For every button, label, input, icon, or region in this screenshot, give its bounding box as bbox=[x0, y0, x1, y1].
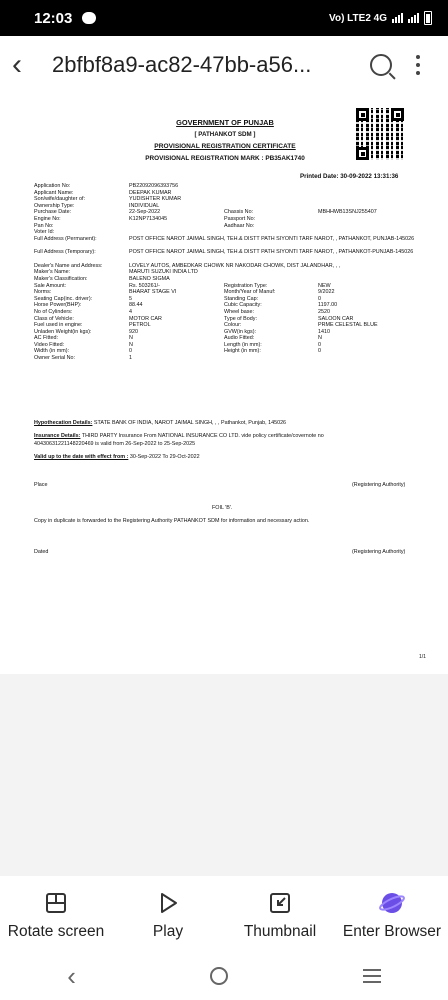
doc-header-mark: PROVISIONAL REGISTRATION MARK : PB35AK1740 bbox=[145, 155, 305, 162]
table-cell: Norms: bbox=[34, 289, 52, 296]
table-cell: Video Fitted: bbox=[34, 341, 65, 348]
table-cell: 1197.00 bbox=[318, 302, 338, 309]
table-cell: 1 bbox=[129, 355, 132, 362]
table-cell: Maker's Name: bbox=[34, 269, 71, 276]
place-label: Place bbox=[34, 482, 48, 488]
table-cell: 88.44 bbox=[129, 302, 143, 309]
registering-authority-label: (Registering Authority) bbox=[352, 482, 406, 488]
table-cell: Ownership Type: bbox=[34, 202, 75, 209]
table-cell: MOTOR CAR bbox=[129, 315, 162, 322]
table-cell: Audio Fitted: bbox=[224, 335, 255, 342]
system-nav-bar bbox=[0, 952, 448, 1000]
table-row bbox=[34, 289, 424, 296]
table-row bbox=[34, 196, 424, 203]
insurance-details bbox=[34, 433, 324, 440]
table-cell: Rs. 503261/- bbox=[129, 282, 160, 289]
table-cell: Voter Id: bbox=[34, 229, 55, 236]
table-row bbox=[34, 223, 424, 230]
table-cell: Full Address (Temporary): bbox=[34, 249, 96, 256]
table-cell: SALOON CAR bbox=[318, 315, 354, 322]
table-cell: PB22092096393756 bbox=[129, 183, 179, 189]
table-row bbox=[34, 276, 424, 283]
document-title: 2bfbf8a9-ac82-47bb-a56... bbox=[52, 52, 312, 77]
table-cell: BALENO SIGMA bbox=[129, 275, 170, 282]
table-row bbox=[34, 348, 424, 355]
doc-header-office: [ PATHANKOT SDM ] bbox=[194, 131, 256, 138]
table-cell: AC Fitted: bbox=[34, 335, 58, 342]
table-cell: 9/2022 bbox=[318, 289, 335, 296]
signal-icon bbox=[392, 13, 403, 23]
table-cell: Owner Serial No: bbox=[34, 355, 76, 362]
table-cell: Application No: bbox=[34, 183, 71, 189]
table-cell: Son/wife/daughter of: bbox=[34, 196, 85, 203]
table-cell: GVW(in kgs): bbox=[224, 328, 257, 335]
table-row bbox=[34, 249, 424, 263]
table-cell: Registration Type: bbox=[224, 282, 268, 289]
table-cell: Month/Year of Manuf: bbox=[224, 289, 276, 296]
table-cell: Type of Body: bbox=[224, 315, 257, 322]
thumbnail-button[interactable]: Thumbnail bbox=[224, 876, 336, 952]
table-cell: Sale Amount: bbox=[34, 282, 67, 289]
table-cell: Purchase Date: bbox=[34, 209, 72, 216]
table-cell: Applicant Name: bbox=[34, 189, 74, 196]
table-cell: 920 bbox=[129, 328, 138, 335]
nav-back-icon[interactable]: ‹ bbox=[67, 960, 76, 991]
bottom-toolbar bbox=[0, 876, 448, 952]
table-row bbox=[34, 269, 424, 276]
table-cell: 0 bbox=[318, 341, 321, 348]
back-icon[interactable]: ‹ bbox=[12, 48, 22, 81]
table-cell: 1410 bbox=[318, 328, 330, 335]
table-cell: BHARAT STAGE VI bbox=[129, 289, 177, 296]
table-cell: Chassis No: bbox=[224, 209, 254, 216]
pdf-page bbox=[0, 94, 448, 674]
table-cell: PRME CELESTAL BLUE bbox=[318, 322, 378, 329]
table-row bbox=[34, 183, 424, 190]
table-cell: MBHHWB13SNJ255407 bbox=[318, 209, 377, 216]
table-cell: Colour: bbox=[224, 322, 242, 329]
table-cell: K12NP7134045 bbox=[129, 215, 168, 222]
table-cell: Width (in mm): bbox=[34, 348, 70, 355]
table-cell: DEEPAK KUMAR bbox=[129, 189, 172, 196]
table-cell: LOVELY AUTOS, AMBEDKAR CHOWK NR NAKODAR CHOWK, DIST JALANDHAR, , , bbox=[129, 262, 341, 269]
table-cell: POST OFFICE NAROT JAIMAL SINGH, TEH.& DISTT PATH SIYONTI TARF NAROT, , PATHANKOT, PUNJAB-145026 bbox=[129, 235, 415, 242]
table-cell: Horse Power(BHP): bbox=[34, 302, 82, 309]
table-row bbox=[34, 322, 424, 329]
table-row bbox=[34, 342, 424, 349]
table-cell: Standing Cap: bbox=[224, 295, 259, 302]
doc-text: Valid up to the date with effect from : bbox=[34, 454, 129, 460]
table-cell: 0 bbox=[318, 295, 321, 302]
table-row bbox=[34, 263, 424, 270]
message-notification-icon bbox=[82, 12, 96, 24]
table-row bbox=[34, 309, 424, 316]
play-icon bbox=[156, 890, 180, 916]
table-cell: NEW bbox=[318, 282, 331, 289]
table-cell: POST OFFICE NAROT JAIMAL SINGH, TEH.& DISTT PATH SIYONTI TARF NAROT, , PATHANKOT-PUNJAB-145026 bbox=[129, 249, 414, 256]
search-icon[interactable] bbox=[370, 54, 392, 76]
table-row bbox=[34, 190, 424, 197]
printed-date: Printed Date: 30-09-2022 13:31:36 bbox=[300, 173, 399, 180]
table-cell: N bbox=[129, 335, 133, 342]
table-row bbox=[34, 209, 424, 216]
thumbnail-icon bbox=[268, 890, 292, 916]
network-label: Vo) LTE2 4G bbox=[329, 12, 387, 24]
rotate-icon bbox=[44, 890, 68, 916]
doc-text: STATE BANK OF INDIA, NAROT JAIMAL SINGH, , , Pathankot, Punjab, 145026 bbox=[93, 420, 287, 426]
table-cell: Fuel used in engine: bbox=[34, 322, 83, 329]
table-cell: Engine No: bbox=[34, 215, 61, 222]
table-row bbox=[34, 236, 424, 250]
page-number: 1/1 bbox=[419, 654, 426, 660]
table-row bbox=[34, 216, 424, 223]
qr-code bbox=[356, 108, 404, 160]
table-cell: Pan No: bbox=[34, 222, 54, 229]
table-cell: Wheel base: bbox=[224, 308, 254, 315]
table-cell: Full Address (Permanent): bbox=[34, 235, 97, 242]
table-cell: 2520 bbox=[318, 308, 330, 315]
more-options-icon[interactable] bbox=[416, 55, 420, 75]
nav-home-icon[interactable] bbox=[210, 967, 228, 985]
table-cell: 5 bbox=[129, 295, 132, 302]
details-table bbox=[34, 183, 424, 362]
table-row bbox=[34, 283, 424, 290]
foil-label: FOIL 'B'. bbox=[212, 505, 233, 511]
rotate-screen-button[interactable]: Rotate screen bbox=[0, 876, 112, 952]
table-cell: 4 bbox=[129, 308, 132, 315]
doc-text: 30-Sep-2022 To 29-Oct-2022 bbox=[129, 454, 200, 460]
table-cell: Aadhaar No: bbox=[224, 222, 255, 229]
status-icons bbox=[329, 11, 432, 25]
table-row bbox=[34, 335, 424, 342]
table-cell: PETROL bbox=[129, 322, 151, 329]
table-cell: N bbox=[318, 335, 322, 342]
table-cell: Maker's Classification: bbox=[34, 275, 88, 282]
table-cell: YUDISHTER KUMAR bbox=[129, 196, 182, 203]
registering-authority-label-2: (Registering Authority) bbox=[352, 549, 406, 555]
hypothecation-details bbox=[34, 420, 286, 427]
enter-browser-button[interactable]: Enter Browser bbox=[336, 876, 448, 952]
table-cell: Passport No: bbox=[224, 215, 256, 222]
table-cell: N bbox=[129, 341, 133, 348]
signal-icon-2 bbox=[408, 13, 419, 23]
doc-header-govt: GOVERNMENT OF PUNJAB bbox=[176, 118, 274, 127]
table-row bbox=[34, 316, 424, 323]
table-row bbox=[34, 296, 424, 303]
table-row bbox=[34, 355, 424, 362]
table-cell: INDIVIDUAL bbox=[129, 202, 160, 209]
insurance-details-line2: 40430631221148220469 is valid from 26-Sep-2022 to 25-Sep-2025 bbox=[34, 441, 196, 447]
table-cell: 0 bbox=[129, 348, 132, 355]
table-cell: MARUTI SUZUKI INDIA LTD bbox=[129, 269, 198, 276]
table-cell: Seating Cap(inc. driver): bbox=[34, 295, 93, 302]
table-cell: 0 bbox=[318, 348, 321, 355]
play-button[interactable]: Play bbox=[112, 876, 224, 952]
doc-text: THIRD PARTY Insurance From NATIONAL INSURANCE CO LTD. vide policy certificate/covernote no bbox=[81, 433, 324, 439]
table-row bbox=[34, 329, 424, 336]
table-cell: 22-Sep-2022 bbox=[129, 209, 161, 216]
table-row bbox=[34, 229, 424, 236]
clock: 12:03 bbox=[34, 9, 73, 27]
app-bar bbox=[0, 36, 448, 94]
table-cell: Cubic Capacity: bbox=[224, 302, 262, 309]
status-bar bbox=[0, 0, 448, 36]
doc-text: Insurance Details: bbox=[34, 433, 81, 439]
table-row bbox=[34, 203, 424, 210]
table-row bbox=[34, 302, 424, 309]
table-cell: Unladen Weight(in kgs): bbox=[34, 328, 92, 335]
browser-planet-icon bbox=[379, 890, 405, 916]
validity-details bbox=[34, 454, 200, 461]
table-cell: Length (in mm): bbox=[224, 341, 262, 348]
table-cell: No of Cylinders: bbox=[34, 308, 73, 315]
table-cell: Dealer's Name and Address: bbox=[34, 262, 103, 269]
nav-recents-icon[interactable] bbox=[363, 969, 381, 983]
battery-icon bbox=[424, 11, 432, 25]
table-cell: Class of Vehicle: bbox=[34, 315, 74, 322]
copy-note: Copy in duplicate is forwarded to the Registering Authority PATHANKOT SDM for information and necessary action. bbox=[34, 518, 310, 524]
doc-text: Hypothecation Details: bbox=[34, 420, 93, 426]
dated-label: Dated bbox=[34, 549, 49, 555]
table-cell: Height (in mm): bbox=[224, 348, 261, 355]
doc-header-title: PROVISIONAL REGISTRATION CERTIFICATE bbox=[154, 143, 296, 150]
